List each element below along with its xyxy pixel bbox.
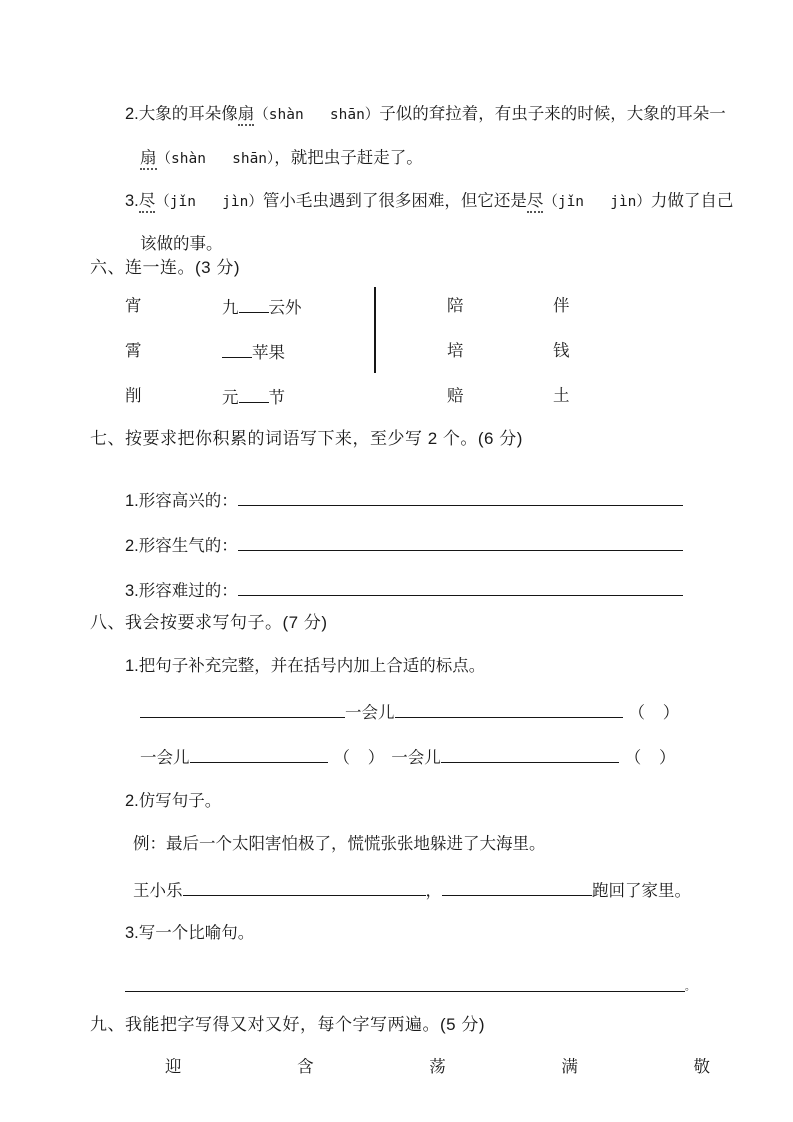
- answer-blank[interactable]: [125, 974, 685, 992]
- match-char-far-2[interactable]: 土: [553, 387, 570, 405]
- section-heading-7: 七、按要求把你积累的词语写下来，至少写 2 个。(6 分): [90, 429, 523, 448]
- word-blank: [239, 295, 269, 313]
- word-pre: 元: [222, 388, 239, 407]
- word-blank: [239, 385, 269, 403]
- sentence-text: 子似的耷拉着，有虫子来的时候，大象的耳朵一: [379, 105, 726, 123]
- q8-imitate-line: [133, 878, 691, 902]
- emphasized-char: 尽: [527, 192, 544, 213]
- match-char-left-2[interactable]: 削: [125, 387, 142, 405]
- match-char-right-1[interactable]: 培: [447, 342, 464, 360]
- sentence-text: ，就把虫子赶走了。: [274, 149, 423, 167]
- punctuation-brackets[interactable]: （ ）: [624, 748, 677, 767]
- pinyin-choice[interactable]: （jǐn jìn）: [155, 194, 263, 210]
- answer-blank[interactable]: [238, 533, 683, 551]
- match-char-far-0[interactable]: 伴: [553, 297, 570, 315]
- section-heading-9: 九、我能把字写得又对又好，每个字写两遍。(5 分): [90, 1015, 485, 1034]
- q5-item2-line2: [140, 147, 423, 170]
- emphasized-char: 扇: [140, 149, 157, 170]
- period-text: 。: [685, 981, 695, 993]
- answer-blank[interactable]: [140, 700, 345, 718]
- yihuir-text: 一会儿: [391, 748, 441, 767]
- practice-char-3[interactable]: 满: [561, 1058, 578, 1076]
- q5-item3-line1: [125, 190, 733, 213]
- sentence-text: 管小毛虫遇到了很多困难，但它还是: [262, 192, 527, 210]
- word-pre: 九: [222, 298, 239, 317]
- q7-item-1: [125, 533, 683, 557]
- practice-char-4[interactable]: 敬: [693, 1058, 710, 1076]
- item-number: 3.: [125, 192, 139, 210]
- practice-char-0[interactable]: 迎: [165, 1058, 182, 1076]
- answer-blank[interactable]: [183, 878, 426, 896]
- q7-label: 3.形容难过的：: [125, 581, 238, 600]
- q5-item2-line1: [125, 103, 726, 126]
- practice-char-2[interactable]: 荡: [429, 1058, 446, 1076]
- q8-sub2: 2.仿写句子。: [125, 792, 222, 810]
- q8-sub3: 3.写一个比喻句。: [125, 924, 255, 942]
- answer-blank[interactable]: [395, 700, 623, 718]
- yihuir-text: 一会儿: [140, 748, 190, 767]
- match-char-right-0[interactable]: 陪: [447, 297, 464, 315]
- q7-item-2: [125, 578, 683, 602]
- sentence-text: 力做了自己: [650, 192, 734, 210]
- punctuation-brackets[interactable]: （ ）: [628, 703, 681, 722]
- yihuir-text: 一会儿: [345, 703, 395, 722]
- match-char-right-2[interactable]: 赔: [447, 387, 464, 405]
- q8-fill-line1: [140, 700, 680, 724]
- sentence-text: 大象的耳朵像: [138, 105, 238, 123]
- sentence-text: 该做的事。: [140, 235, 223, 253]
- section-heading-6: 六、连一连。(3 分): [90, 258, 240, 277]
- column-divider-line: [374, 287, 376, 373]
- q8-fill-line2: [140, 745, 677, 769]
- match-word-2[interactable]: [222, 385, 285, 409]
- item-number: 2.: [125, 105, 139, 123]
- q8-sub1: 1.把句子补充完整，并在括号内加上合适的标点。: [125, 657, 486, 675]
- answer-blank[interactable]: [190, 745, 328, 763]
- practice-char-1[interactable]: 含: [297, 1058, 314, 1076]
- answer-blank[interactable]: [441, 745, 619, 763]
- answer-blank[interactable]: [238, 488, 683, 506]
- q9-character-row: [165, 1053, 710, 1077]
- word-blank: [222, 340, 252, 358]
- match-char-far-1[interactable]: 钱: [553, 342, 570, 360]
- match-word-1[interactable]: [222, 340, 285, 364]
- q5-item3-line2: [140, 233, 223, 255]
- q8-metaphor-line: [125, 974, 695, 998]
- answer-blank[interactable]: [442, 878, 592, 896]
- word-post: 苹果: [252, 343, 285, 362]
- emphasized-char: 扇: [238, 105, 255, 126]
- match-char-left-1[interactable]: 霄: [125, 342, 142, 360]
- q7-item-0: [125, 488, 683, 512]
- comma-text: ，: [425, 881, 442, 900]
- tail-text: 跑回了家里。: [592, 881, 691, 900]
- word-post: 云外: [268, 298, 302, 317]
- pinyin-choice[interactable]: （shàn shān）: [254, 107, 380, 123]
- subject-name: 王小乐: [133, 881, 183, 900]
- pinyin-choice[interactable]: （jǐn jìn）: [543, 194, 651, 210]
- match-word-0[interactable]: [222, 295, 302, 319]
- punctuation-brackets[interactable]: （ ）: [333, 748, 386, 767]
- pinyin-choice[interactable]: （shàn shān）: [156, 151, 275, 167]
- match-char-left-0[interactable]: 宵: [125, 297, 142, 315]
- answer-blank[interactable]: [238, 578, 683, 596]
- emphasized-char: 尽: [139, 192, 156, 213]
- word-post: 节: [268, 388, 285, 407]
- q7-label: 1.形容高兴的：: [125, 491, 238, 510]
- q8-example-sentence: 例：最后一个太阳害怕极了，慌慌张张地躲进了大海里。: [133, 835, 546, 853]
- section-heading-8: 八、我会按要求写句子。(7 分): [90, 613, 328, 632]
- q7-label: 2.形容生气的：: [125, 536, 238, 555]
